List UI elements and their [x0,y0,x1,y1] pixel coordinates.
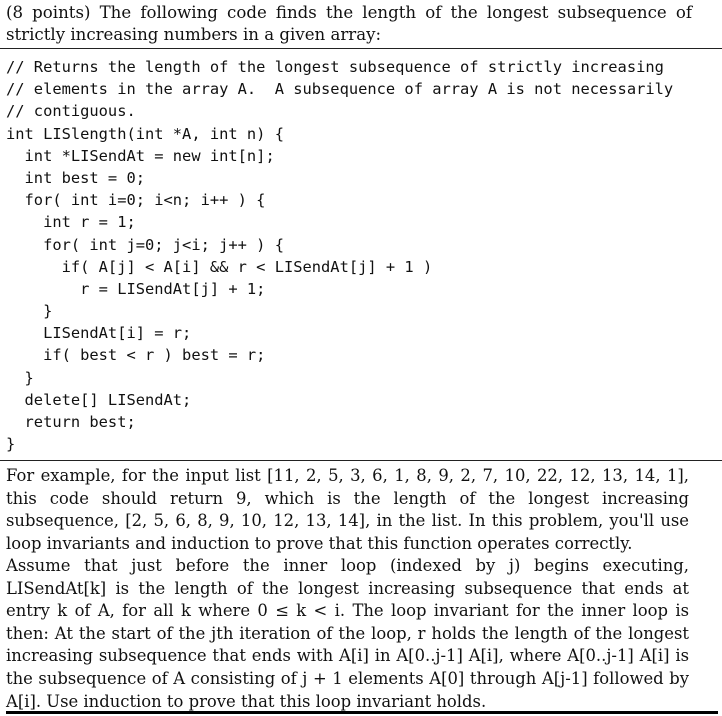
code-line: delete[] LISendAt; [6,390,192,409]
task-paragraph: Assume that just before the inner loop (indexed by j) begins executing, LISendAt[k] is the length of the longest increasing subsequence that ends at entry k of A, for all k where 0 ≤ k < i. The loop invariant for the inner loop is then: At the start of the jth iteration of the loop, r holds the length of the longest increasing subsequence that ends with A[i] in A[0..j-1] A[i], where A[0..j-1] A[i] is the subsequence of A consisting of j + 1 elements A[0] through A[j-1] followed by A[i]. Use induction to prove that this loop invariant holds. [6,556,689,711]
code-line: int best = 0; [6,168,145,187]
code-line: if( best < r ) best = r; [6,346,266,365]
code-line: return best; [6,413,136,431]
code-line: int *LISendAt = new int[n]; [6,146,275,165]
code-line: // contiguous. [6,102,136,121]
code-line: r = LISendAt[j] + 1; [6,279,266,298]
code-line: LISendAt[i] = r; [6,324,192,343]
code-line: } [6,368,34,387]
code-line: int r = 1; [6,213,136,232]
top-divider [0,48,722,49]
code-line: // elements in the array A. A subsequence of array A is not necessarily [6,80,674,99]
bottom-rule [6,711,718,714]
example-paragraph: For example, for the input list [11, 2, 5, 3, 6, 1, 8, 9, 2, 7, 10, 22, 12, 13, 14, 1], this code should return 9, which is the length of the longest increasing subsequence, [2, 5, 6, 8, 9, 10, 12, 13, 14], in the list. In this problem, you'll use loop invariants and induction to prove that this function operates correctly. [6,466,689,553]
code-line: for( int j=0; j<i; j++ ) { [6,235,284,254]
code-line: for( int i=0; i<n; i++ ) { [6,191,266,210]
code-block [6,56,673,455]
code-line: if( A[j] < A[i] && r < LISendAt[j] + 1 ) [6,257,433,276]
code-line: } [6,302,53,321]
code-line: // Returns the length of the longest subsequence of strictly increasing [6,58,664,76]
code-line: } [6,435,16,454]
middle-divider [0,460,722,461]
code-line: int LISlength(int *A, int n) { [6,124,284,143]
problem-intro: (8 points) The following code finds the length of the longest subsequence of strictly increasing numbers in a given array: [6,3,692,44]
